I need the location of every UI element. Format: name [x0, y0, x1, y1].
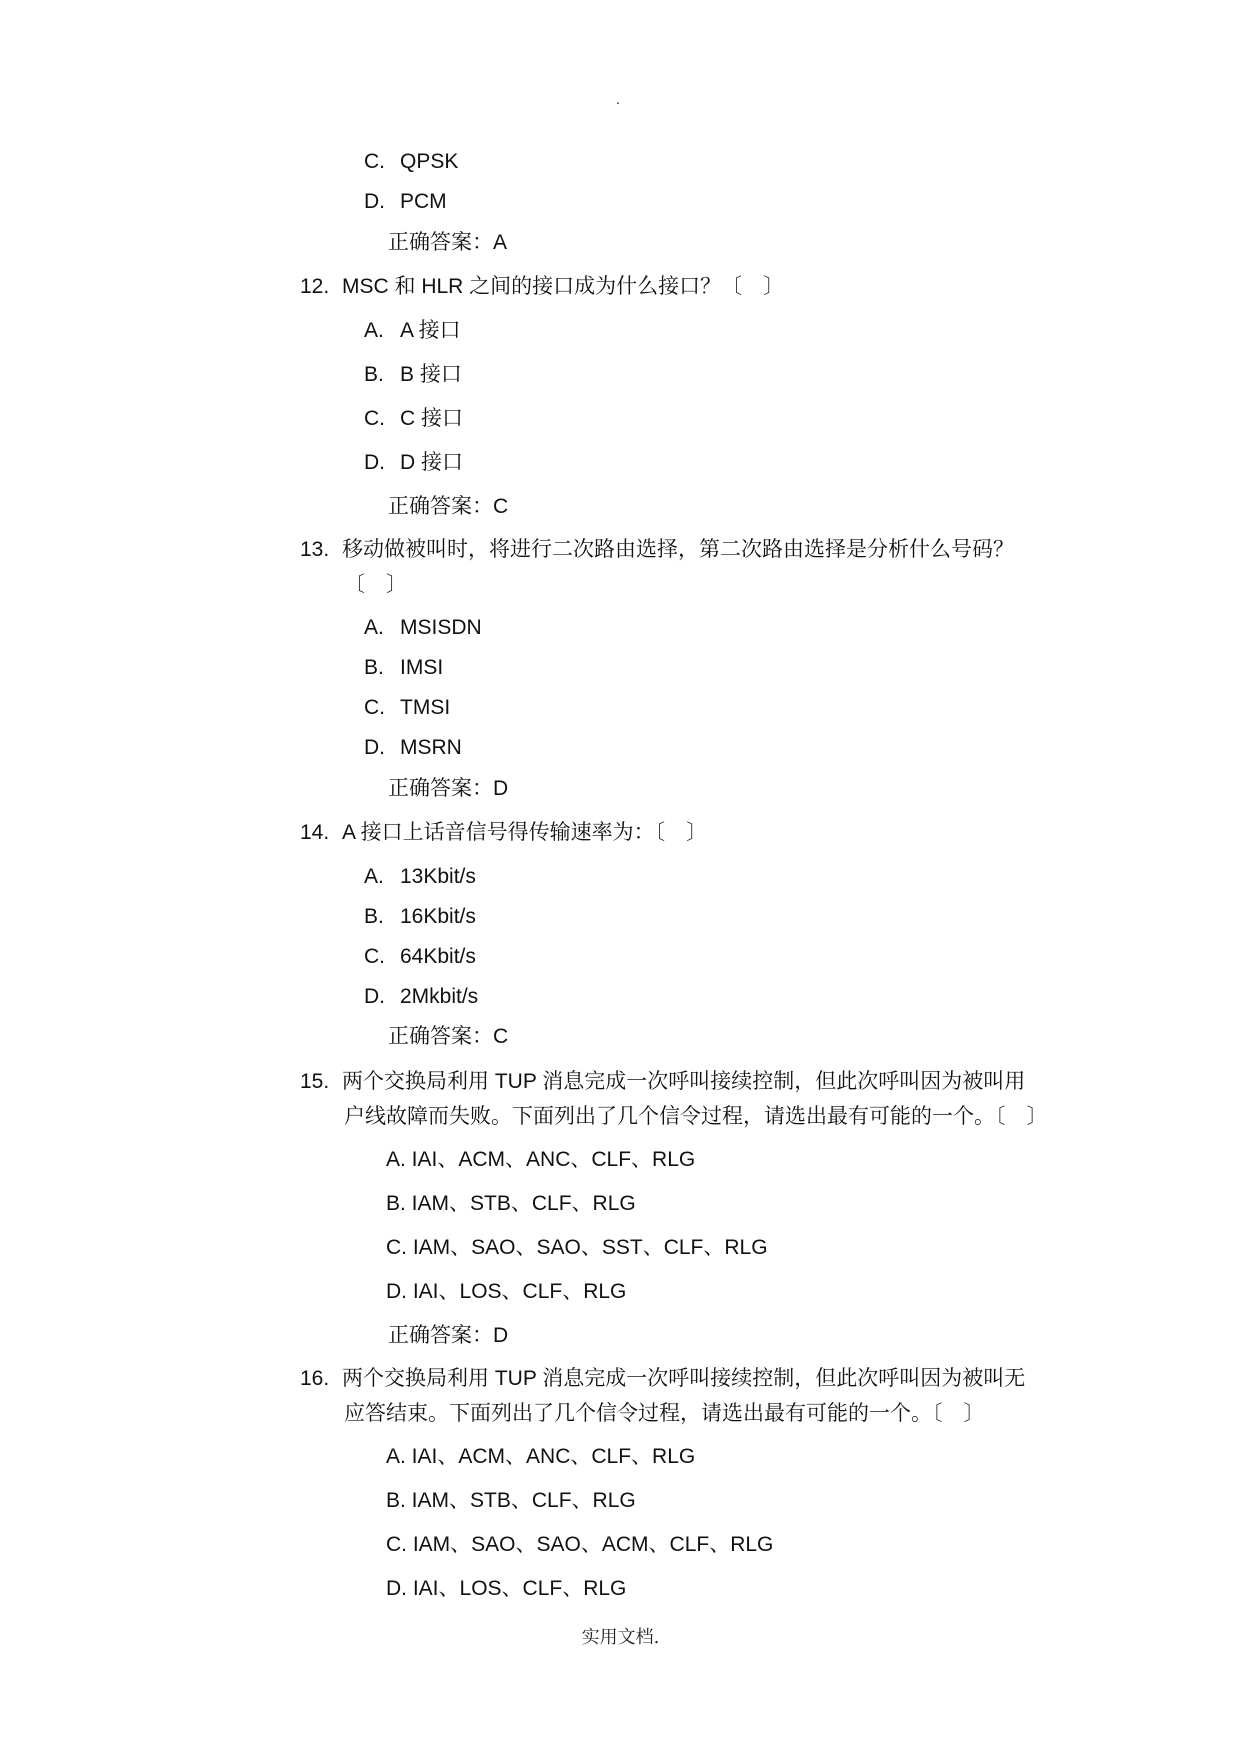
option-b	[364, 653, 443, 683]
option-text: A 接口	[400, 319, 461, 342]
question-16	[300, 1364, 1025, 1394]
option-text: C 接口	[400, 407, 463, 430]
option-d	[364, 187, 447, 217]
option-d	[364, 982, 478, 1012]
question-text: 两个交换局利用 TUP 消息完成一次呼叫接续控制，但此次呼叫因为被叫用	[342, 1070, 1026, 1093]
answer: 正确答案：C	[388, 1025, 509, 1048]
question-13	[300, 535, 1014, 565]
option-text: MSISDN	[400, 616, 482, 639]
option-letter: B.	[364, 363, 384, 386]
option-text: B 接口	[400, 363, 462, 386]
option-d	[364, 448, 463, 478]
question-text: MSC 和 HLR 之间的接口成为什么接口？〔 〕	[342, 275, 785, 298]
question-text-continued: 〔 〕	[344, 573, 407, 596]
header-mark: .	[616, 91, 620, 107]
option-a	[364, 316, 461, 346]
answer: 正确答案：D	[388, 1324, 509, 1347]
option-text: 64Kbit/s	[400, 945, 476, 968]
option-a	[364, 862, 476, 892]
option-d	[364, 733, 462, 763]
option-text: QPSK	[400, 150, 459, 173]
option-c: C. IAM、SAO、SAO、ACM、CLF、RLG	[386, 1533, 774, 1556]
option-text: MSRN	[400, 736, 462, 759]
question-text-continued: 应答结束。下面列出了几个信令过程，请选出最有可能的一个。〔 〕	[344, 1402, 985, 1425]
option-b: B. IAM、STB、CLF、RLG	[386, 1192, 636, 1215]
question-number: 13.	[300, 538, 330, 561]
option-d: D. IAI、LOS、CLF、RLG	[386, 1577, 627, 1600]
question-number: 12.	[300, 275, 330, 298]
option-letter: C.	[364, 407, 385, 430]
option-c	[364, 147, 458, 177]
question-15	[300, 1067, 1025, 1097]
question-text: 两个交换局利用 TUP 消息完成一次呼叫接续控制，但此次呼叫因为被叫无	[342, 1367, 1026, 1390]
option-text: 2Mkbit/s	[400, 985, 479, 1008]
question-text-continued: 户线故障而失败。下面列出了几个信令过程，请选出最有可能的一个。〔 〕	[344, 1105, 1048, 1128]
option-text: PCM	[400, 190, 447, 213]
option-letter: A.	[364, 865, 384, 888]
question-number: 16.	[300, 1367, 330, 1390]
question-text: 移动做被叫时，将进行二次路由选择，第二次路由选择是分析什么号码？	[342, 538, 1014, 561]
option-letter: A.	[364, 319, 384, 342]
option-text: 13Kbit/s	[400, 865, 476, 888]
option-letter: D.	[364, 451, 385, 474]
option-text: D 接口	[400, 451, 463, 474]
question-12	[300, 272, 784, 302]
option-letter: C.	[364, 945, 385, 968]
option-c	[364, 693, 450, 723]
question-text: A 接口上话音信号得传输速率为：〔 〕	[342, 821, 708, 844]
option-letter: A.	[364, 616, 384, 639]
option-letter: D.	[364, 190, 385, 213]
option-a	[364, 613, 482, 643]
option-letter: C.	[364, 696, 385, 719]
option-b	[364, 902, 476, 932]
option-a: A. IAI、ACM、ANC、CLF、RLG	[386, 1445, 696, 1468]
option-d: D. IAI、LOS、CLF、RLG	[386, 1280, 627, 1303]
option-c	[364, 942, 476, 972]
answer: 正确答案：D	[388, 777, 509, 800]
question-14	[300, 818, 707, 848]
option-c	[364, 404, 463, 434]
option-b: B. IAM、STB、CLF、RLG	[386, 1489, 636, 1512]
option-text: 16Kbit/s	[400, 905, 476, 928]
answer: 正确答案：C	[388, 495, 509, 518]
option-a: A. IAI、ACM、ANC、CLF、RLG	[386, 1148, 696, 1171]
option-text: IMSI	[400, 656, 444, 679]
option-letter: B.	[364, 656, 384, 679]
option-letter: B.	[364, 905, 384, 928]
page-footer: 实用文档.	[581, 1627, 660, 1648]
answer: 正确答案：A	[388, 231, 508, 254]
question-number: 15.	[300, 1070, 330, 1093]
option-c: C. IAM、SAO、SAO、SST、CLF、RLG	[386, 1236, 768, 1259]
option-b	[364, 360, 462, 390]
option-letter: D.	[364, 736, 385, 759]
question-number: 14.	[300, 821, 330, 844]
option-letter: D.	[364, 985, 385, 1008]
option-letter: C.	[364, 150, 385, 173]
option-text: TMSI	[400, 696, 451, 719]
